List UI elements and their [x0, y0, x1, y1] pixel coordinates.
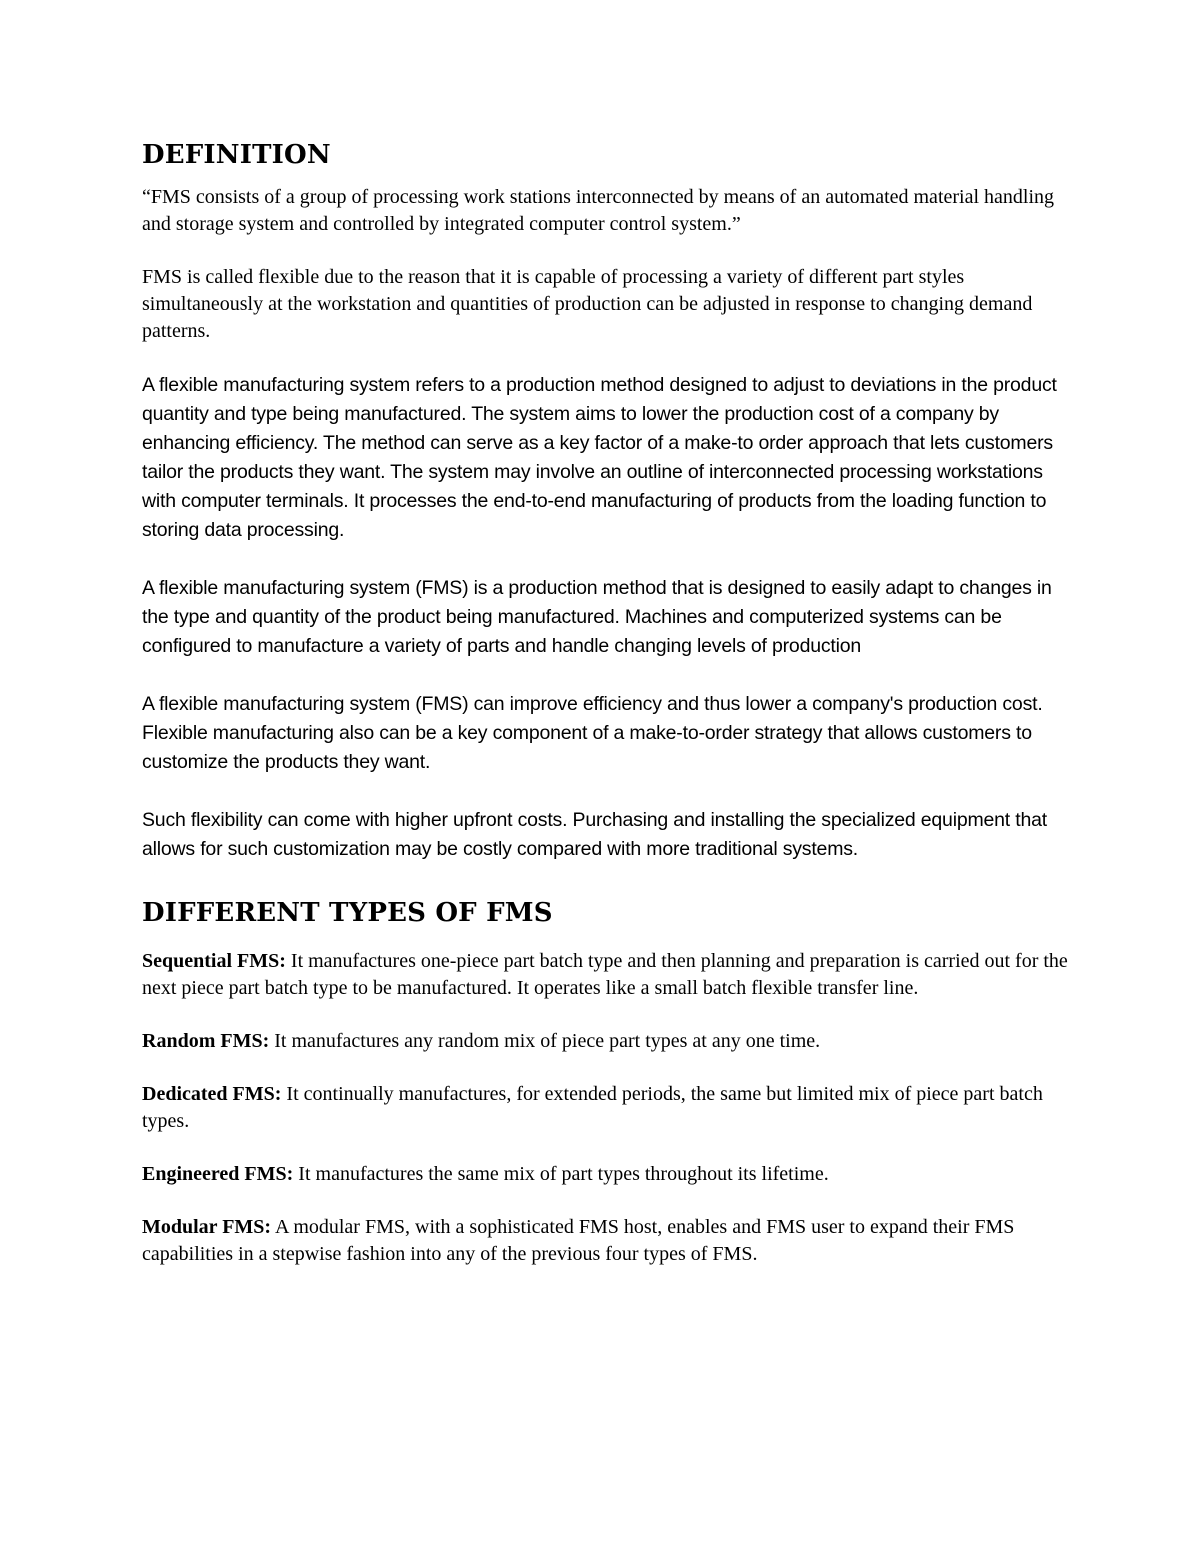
- type-item-engineered: [142, 1161, 1072, 1188]
- type-description: It manufactures one-piece part batch type and then planning and preparation is carried out for the next piece part batch type to be manufactured. It operates like a small batch flexible transfer line.: [142, 950, 1068, 999]
- type-item-sequential: [142, 948, 1072, 1002]
- paragraph-efficiency: A flexible manufacturing system (FMS) can improve efficiency and thus lower a company's production cost. Flexible manufacturing also can be a key component of a make-to-order strategy that allows customers to customize the products they want.: [142, 693, 1043, 773]
- type-term: Dedicated FMS:: [142, 1083, 282, 1105]
- paragraph-production-method: A flexible manufacturing system refers to a production method designed to adjust to deviations in the product quantity and type being manufactured. The system aims to lower the production cost of a company by enhancing efficiency. The method can serve as a key factor of a make-to order approach that lets customers tailor the products they want. The system may involve an outline of interconnected processing workstations with computer terminals. It processes the end-to-end manufacturing of products from the loading function to storing data processing.: [142, 374, 1057, 541]
- definition-heading: DEFINITION: [142, 140, 331, 170]
- type-description: It manufactures the same mix of part types throughout its lifetime.: [293, 1163, 829, 1185]
- definition-quote: “FMS consists of a group of processing work stations interconnected by means of an automated material handling and storage system and controlled by integrated computer control system.”: [142, 186, 1055, 235]
- type-term: Random FMS:: [142, 1030, 270, 1052]
- types-heading: DIFFERENT TYPES OF FMS: [142, 898, 553, 928]
- type-description: It manufactures any random mix of piece part types at any one time.: [269, 1030, 821, 1052]
- type-description: A modular FMS, with a sophisticated FMS host, enables and FMS user to expand their FMS capabilities in a stepwise fashion into any of the previous four types of FMS.: [142, 1216, 1015, 1265]
- document-page: [142, 140, 1072, 1294]
- type-term: Modular FMS:: [142, 1216, 272, 1238]
- type-term: Engineered FMS:: [142, 1163, 294, 1185]
- type-item-random: [142, 1028, 1072, 1055]
- paragraph-adapt-changes: A flexible manufacturing system (FMS) is a production method that is designed to easily adapt to changes in the type and quantity of the product being manufactured. Machines and computerized systems can be configured to manufacture a variety of parts and handle changing levels of production: [142, 577, 1052, 657]
- paragraph-upfront-costs: Such flexibility can come with higher upfront costs. Purchasing and installing the specialized equipment that allows for such customization may be costly compared with more traditional systems.: [142, 809, 1047, 860]
- type-item-dedicated: [142, 1081, 1072, 1135]
- type-term: Sequential FMS:: [142, 950, 286, 972]
- type-description: It continually manufactures, for extended periods, the same but limited mix of piece part batch types.: [142, 1083, 1043, 1132]
- type-item-modular: [142, 1214, 1072, 1268]
- flexible-reason-paragraph: FMS is called flexible due to the reason that it is capable of processing a variety of different part styles simultaneously at the workstation and quantities of production can be adjusted in response to changing demand patterns.: [142, 266, 1033, 342]
